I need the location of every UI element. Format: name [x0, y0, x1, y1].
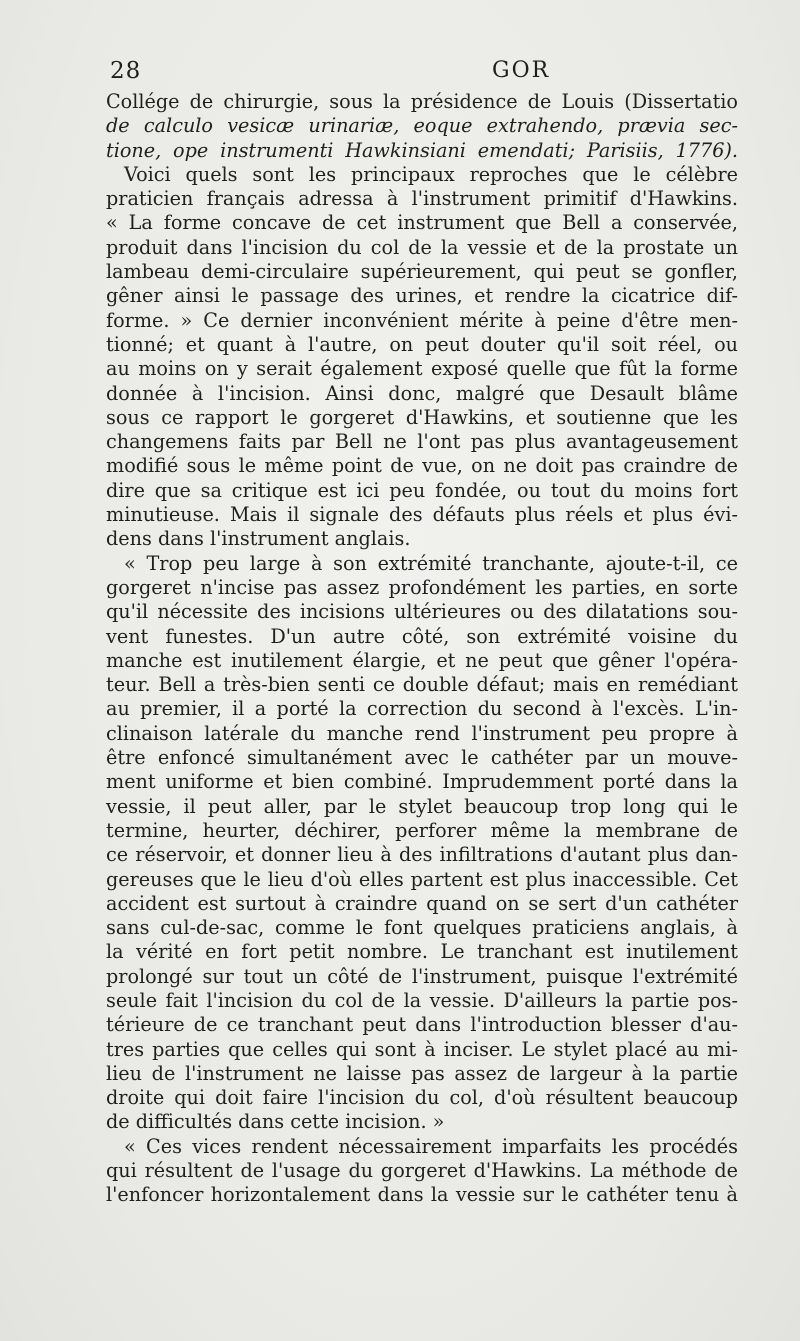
text-line: ce réservoir, et donner lieu à des infiltrations d'autant plus dan-	[106, 843, 738, 867]
text-line: termine, heurter, déchirer, perforer même la membrane de	[106, 818, 738, 842]
text-line: produit dans l'incision du col de la vessie et de la prostate un	[106, 235, 738, 259]
text-line: tionné; et quant à l'autre, on peut douter qu'il soit réel, ou	[106, 332, 738, 356]
text-line: vessie, il peut aller, par le stylet beaucoup trop long qui le	[106, 794, 738, 818]
text-line: droite qui doit faire l'incision du col, d'où résultent beaucoup	[106, 1086, 738, 1110]
text-line: gereuses que le lieu d'où elles partent est plus inaccessible. Cet	[106, 867, 738, 891]
text-line: sans cul-de-sac, comme le font quelques praticiens anglais, à	[106, 916, 738, 940]
text-line: lieu de l'instrument ne laisse pas assez de largeur à la partie	[106, 1061, 738, 1085]
text-line: qui résultent de l'usage du gorgeret d'Hawkins. La méthode de	[106, 1159, 738, 1183]
text-line: accident est surtout à craindre quand on se sert d'un cathéter	[106, 891, 738, 915]
text-line: sous ce rapport le gorgeret d'Hawkins, et soutienne que les	[106, 405, 738, 429]
text-line: praticien français adressa à l'instrument primitif d'Hawkins.	[106, 187, 738, 211]
text-line: de calculo vesicæ urinariæ, eoque extrahendo, prævia sec-	[106, 114, 738, 138]
text-line: l'enfoncer horizontalement dans la vessie sur le cathéter tenu à	[106, 1183, 738, 1207]
text-line: au premier, il a porté la correction du second à l'excès. L'in-	[106, 697, 738, 721]
page-number: 28	[110, 58, 142, 84]
text-line: gêner ainsi le passage des urines, et rendre la cicatrice dif-	[106, 284, 738, 308]
text-line: teur. Bell a très-bien senti ce double défaut; mais en remédiant	[106, 673, 738, 697]
text-line: minutieuse. Mais il signale des défauts plus réels et plus évi-	[106, 503, 738, 527]
body-text	[106, 90, 738, 1208]
text-line: au moins on y serait également exposé quelle que fût la forme	[106, 357, 738, 381]
text-line: forme. » Ce dernier inconvénient mérite à peine d'être men-	[106, 308, 738, 332]
text-line: « Ces vices rendent nécessairement imparfaits les procédés	[124, 1134, 738, 1158]
text-line: « La forme concave de cet instrument que Bell a conservée,	[106, 211, 738, 235]
text-line: térieure de ce tranchant peut dans l'introduction blesser d'au-	[106, 1013, 738, 1037]
text-line: dire que sa critique est ici peu fondée, ou tout du moins fort	[106, 478, 738, 502]
text-line: lambeau demi-circulaire supérieurement, qui peut se gonfler,	[106, 260, 738, 284]
text-line: dens dans l'instrument anglais.	[106, 527, 411, 551]
page-header	[106, 58, 736, 88]
text-line: de difficultés dans cette incision. »	[106, 1110, 445, 1134]
text-line: manche est inutilement élargie, et ne peut que gêner l'opéra-	[106, 648, 738, 672]
text-line: changemens faits par Bell ne l'ont pas plus avantageusement	[106, 430, 738, 454]
text-line: gorgeret n'incise pas assez profondément les parties, en sorte	[106, 575, 738, 599]
text-line: modifié sous le même point de vue, on ne doit pas craindre de	[106, 454, 738, 478]
text-line: tione, ope instrumenti Hawkinsiani emendati; Parisiis, 1776).	[106, 138, 738, 162]
text-line: seule fait l'incision du col de la vessie. D'ailleurs la partie pos-	[106, 988, 738, 1012]
text-line: Voici quels sont les principaux reproches que le célèbre	[124, 162, 738, 186]
text-line: ment uniforme et bien combiné. Imprudemment porté dans la	[106, 770, 738, 794]
text-line: vent funestes. D'un autre côté, son extrémité voisine du	[106, 624, 738, 648]
text-line: clinaison latérale du manche rend l'instrument peu propre à	[106, 721, 738, 745]
text-line: tres parties que celles qui sont à inciser. Le stylet placé au mi-	[106, 1037, 738, 1061]
text-line: la vérité en fort petit nombre. Le tranchant est inutilement	[106, 940, 738, 964]
running-head: GOR	[492, 58, 551, 83]
text-line: « Trop peu large à son extrémité tranchante, ajoute-t-il, ce	[124, 551, 738, 575]
text-line: être enfoncé simultanément avec le cathéter par un mouve-	[106, 746, 738, 770]
text-line: Collége de chirurgie, sous la présidence de Louis (Dissertatio	[106, 90, 738, 113]
text-line: prolongé sur tout un côté de l'instrument, puisque l'extrémité	[106, 964, 738, 988]
text-line: qu'il nécessite des incisions ultérieures ou des dilatations sou-	[106, 600, 738, 624]
text-line: donnée à l'incision. Ainsi donc, malgré que Desault blâme	[106, 381, 738, 405]
